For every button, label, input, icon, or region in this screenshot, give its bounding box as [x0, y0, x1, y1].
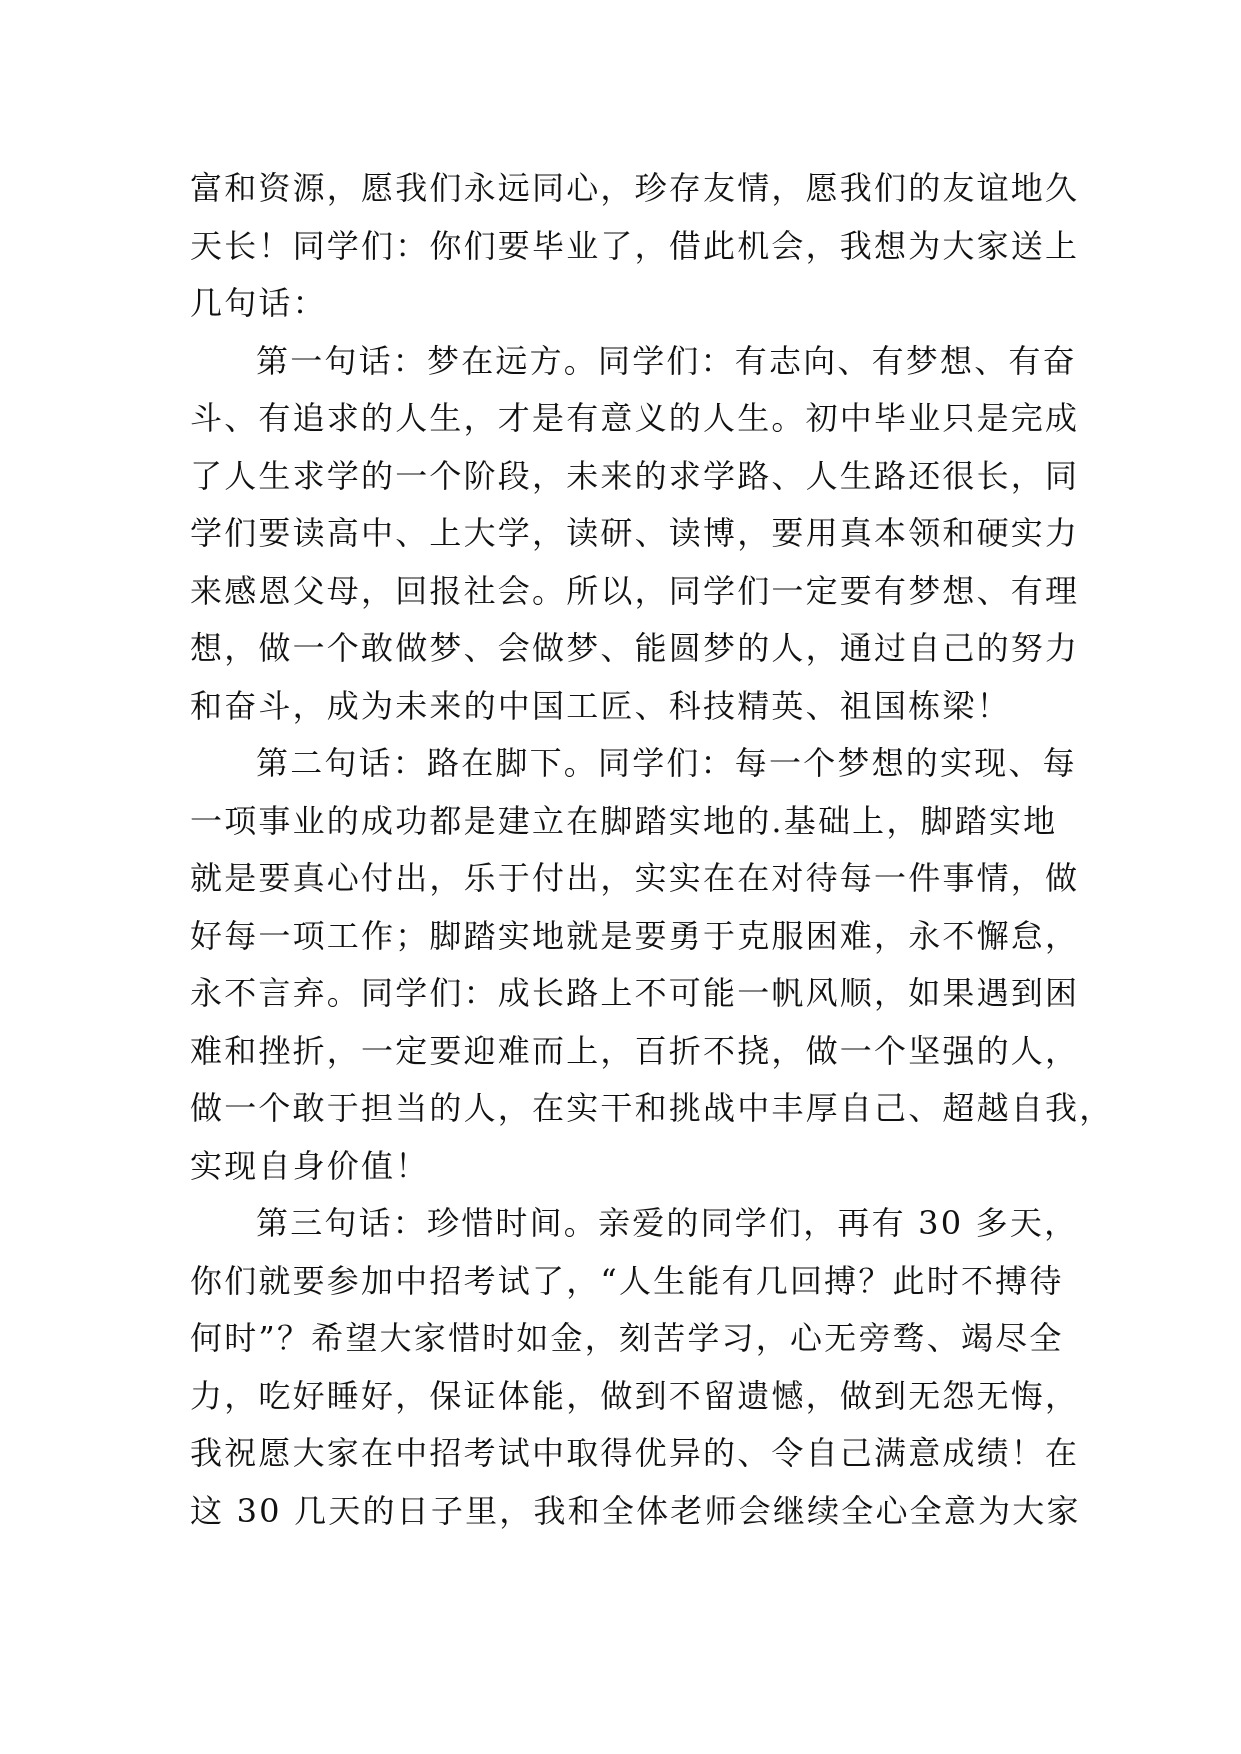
- text-line: 和奋斗，成为未来的中国工匠、科技精英、祖国栋梁！: [190, 686, 1011, 725]
- paragraph-first-line: 第三句话：珍惜时间。亲爱的同学们，再有 30 多天，: [256, 1204, 1079, 1242]
- text-line: 了人生求学的一个阶段，未来的求学路、人生路还很长，同: [190, 456, 1080, 495]
- text-line: 力，吃好睡好，保证体能，做到不留遗憾，做到无怨无悔，: [190, 1376, 1080, 1415]
- text-line: 几句话：: [190, 284, 327, 322]
- body-text: [190, 160, 1114, 1540]
- text-line: 斗、有追求的人生，才是有意义的人生。初中毕业只是完成: [190, 399, 1080, 437]
- text-line: 这 30 几天的日子里，我和全体老师会继续全心全意为大家: [190, 1491, 1081, 1530]
- text-line: 难和挫折，一定要迎难而上，百折不挠，做一个坚强的人，: [190, 1031, 1080, 1070]
- text-line: 来感恩父母，回报社会。所以，同学们一定要有梦想、有理: [190, 571, 1080, 610]
- text-line: 永不言弃。同学们：成长路上不可能一帆风顺，如果遇到困: [190, 974, 1080, 1012]
- text-line: 天长！同学们：你们要毕业了，借此机会，我想为大家送上: [190, 226, 1080, 265]
- text-line: 做一个敢于担当的人，在实干和挑战中丰厚自己、超越自我，: [190, 1089, 1114, 1127]
- text-line: 一项事业的成功都是建立在脚踏实地的.基础上，脚踏实地: [190, 801, 1058, 840]
- text-line: 富和资源，愿我们永远同心，珍存友情，愿我们的友谊地久: [190, 169, 1080, 207]
- text-line: 你们就要参加中招考试了，“人生能有几回搏？此时不搏待: [190, 1261, 1064, 1300]
- text-line: 好每一项工作；脚踏实地就是要勇于克服困难，永不懈怠，: [190, 916, 1080, 955]
- paragraph-first-line: 第一句话：梦在远方。同学们：有志向、有梦想、有奋: [256, 341, 1077, 380]
- text-line: 学们要读高中、上大学，读研、读博，要用真本领和硬实力: [190, 514, 1080, 552]
- text-line: 想，做一个敢做梦、会做梦、能圆梦的人，通过自己的努力: [190, 629, 1080, 667]
- text-line: 我祝愿大家在中招考试中取得优异的、令自己满意成绩！在: [190, 1434, 1080, 1472]
- text-line: 实现自身价值！: [190, 1146, 430, 1185]
- text-line: 何时”？希望大家惜时如金，刻苦学习，心无旁骛、竭尽全: [190, 1319, 1064, 1357]
- text-line: 就是要真心付出，乐于付出，实实在在对待每一件事情，做: [190, 859, 1080, 897]
- paragraph-first-line: 第二句话：路在脚下。同学们：每一个梦想的实现、每: [256, 744, 1077, 782]
